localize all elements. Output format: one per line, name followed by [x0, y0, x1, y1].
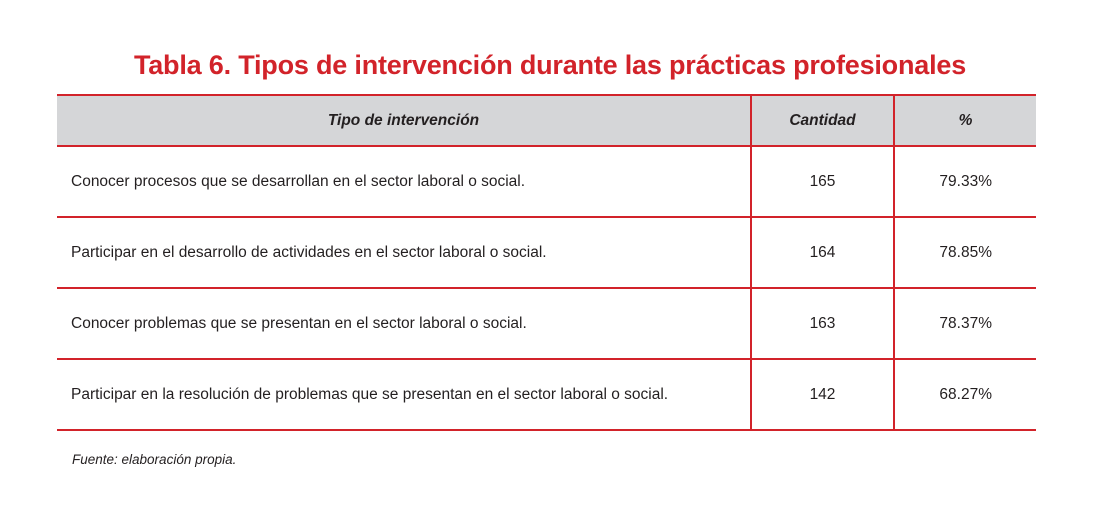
- row-cantidad: 164: [751, 217, 894, 288]
- row-description: Conocer procesos que se desarrollan en el sector laboral o social.: [57, 146, 751, 217]
- row-porcentaje: 78.37%: [894, 288, 1036, 359]
- row-porcentaje: 78.85%: [894, 217, 1036, 288]
- table-row: [57, 217, 1036, 288]
- row-cantidad: 165: [751, 146, 894, 217]
- row-porcentaje: 79.33%: [894, 146, 1036, 217]
- row-description: Participar en la resolución de problemas que se presentan en el sector laboral o social.: [57, 359, 751, 430]
- table-title: Tabla 6. Tipos de intervención durante las prácticas profesionales: [133, 50, 967, 80]
- table-row: [57, 146, 1036, 217]
- header-cantidad: Cantidad: [751, 95, 894, 146]
- header-porcentaje: %: [894, 95, 1036, 146]
- table-row: [57, 288, 1036, 359]
- row-cantidad: 163: [751, 288, 894, 359]
- header-tipo-de-intervencion: Tipo de intervención: [57, 95, 751, 146]
- intervention-table: [57, 94, 1036, 431]
- table-row: [57, 359, 1036, 430]
- row-porcentaje: 68.27%: [894, 359, 1036, 430]
- row-description: Conocer problemas que se presentan en el sector laboral o social.: [57, 288, 751, 359]
- table-header-row: [57, 95, 1036, 146]
- source-note: Fuente: elaboración propia.: [72, 452, 237, 467]
- row-description: Participar en el desarrollo de actividades en el sector laboral o social.: [57, 217, 751, 288]
- row-cantidad: 142: [751, 359, 894, 430]
